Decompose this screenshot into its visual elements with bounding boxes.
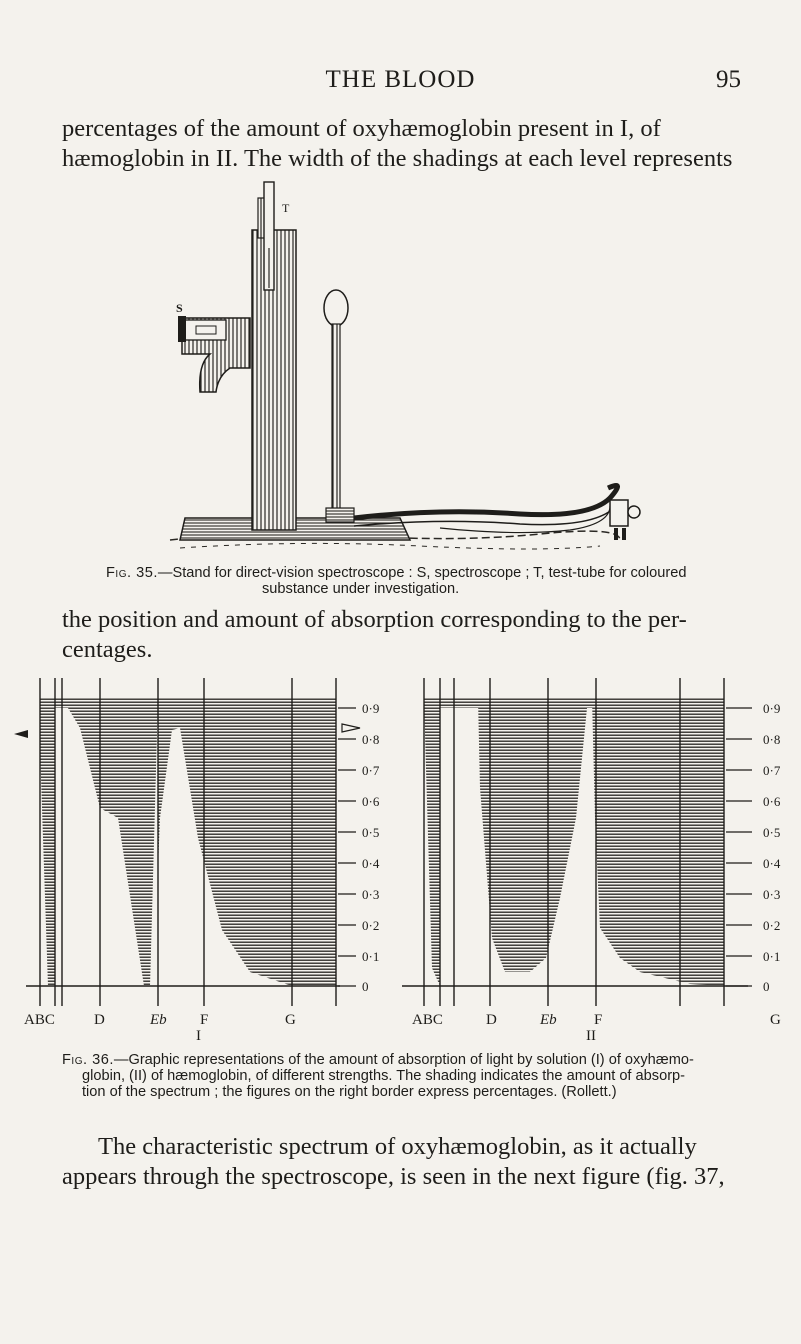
part-label-s: S (176, 301, 183, 315)
scale-label-i: 0·5 (362, 825, 380, 840)
caption-text: substance under investigation. (262, 581, 460, 597)
axis-letter-i: G (285, 1012, 296, 1028)
scale-label-ii: 0·9 (763, 701, 781, 716)
panel-i-band-d (62, 698, 158, 986)
scale-label-i: 0·4 (362, 856, 380, 871)
panel-ii-scale (726, 701, 781, 994)
caption-lead: Fig. 36. (62, 1052, 114, 1068)
axis-letter-i: D (94, 1012, 105, 1028)
scale-label-ii: 0·6 (763, 794, 781, 809)
axis-letter-i: F (200, 1012, 209, 1028)
panel-i-axis (24, 1012, 296, 1028)
scale-label-ii: 0·7 (763, 763, 781, 778)
running-header (0, 66, 801, 100)
scale-label-i: 0 (362, 979, 369, 994)
scale-label-ii: 0·3 (763, 887, 781, 902)
caption-lead: Fig. 35. (106, 565, 158, 581)
scale-label-ii: 0·4 (763, 856, 781, 871)
scale-label-i: 0·9 (362, 701, 380, 716)
axis-letter-ii: ABC (412, 1012, 443, 1028)
scale-label-i: 0·7 (362, 763, 380, 778)
paragraph-line: The characteristic spectrum of oxyhæmoglobin, as it actually (98, 1133, 697, 1160)
figure-36-caption (62, 1052, 694, 1100)
scale-label-i: 0·3 (362, 887, 380, 902)
figure-35-caption (106, 565, 686, 597)
paragraph-line: appears through the spectroscope, is seen in the next figure (fig. 37, (62, 1163, 725, 1190)
caption-text: globin, (II) of hæmoglobin, of different strengths. The shading indicates the amount of absorp- (82, 1068, 686, 1084)
caption-text: tion of the spectrum ; the figures on the right border express percentages. (Rollett.) (82, 1084, 617, 1100)
paragraph-bottom (62, 1132, 725, 1192)
panel-ii-axis (412, 1012, 781, 1028)
panel-ii (402, 678, 748, 1006)
scale-label-ii: 0·8 (763, 732, 781, 747)
paragraph-line: centages. (62, 636, 153, 663)
page-number: 95 (716, 66, 741, 93)
scale-label-ii: 0·1 (763, 949, 781, 964)
panel-numeral-i: I (196, 1028, 201, 1044)
axis-letter-i: Eb (150, 1012, 167, 1028)
scale-label-ii: 0·5 (763, 825, 781, 840)
scale-label-i: 0·1 (362, 949, 380, 964)
axis-letter-ii: Eb (540, 1012, 557, 1028)
figure-35-spectroscope-stand (140, 168, 660, 560)
paragraph-line: percentages of the amount of oxyhæmoglobin present in I, of (62, 115, 661, 142)
axis-letter-ii: F (594, 1012, 603, 1028)
scale-label-i: 0·2 (362, 918, 380, 933)
caption-text: —Stand for direct-vision spectroscope : S, spectroscope ; T, test-tube for coloured (157, 565, 687, 581)
panel-ii-band-d (478, 698, 588, 972)
scale-label-i: 0·6 (362, 794, 380, 809)
panel-i-scale (338, 701, 380, 994)
scale-label-ii: 0·2 (763, 918, 781, 933)
axis-letter-ii: G (770, 1012, 781, 1028)
running-title: THE BLOOD (325, 66, 476, 93)
paragraph-line: hæmoglobin in II. The width of the shadings at each level represents (62, 145, 733, 172)
axis-letter-ii: D (486, 1012, 497, 1028)
scale-label-ii: 0 (763, 979, 770, 994)
scale-label-i: 0·8 (362, 732, 380, 747)
panel-i-band-eb (158, 698, 292, 986)
paragraph-middle (62, 605, 687, 665)
panel-i-band-a (40, 698, 55, 986)
caption-text: —Graphic representations of the amount of absorption of light by solution (I) of oxyhæmo- (113, 1052, 694, 1068)
axis-letter-i: ABC (24, 1012, 55, 1028)
figure-36-main (0, 668, 801, 1028)
paragraph-line: the position and amount of absorption corresponding to the per- (62, 606, 687, 633)
panel-i (14, 678, 340, 1006)
panel-ii-band-f (592, 698, 724, 986)
paragraph-top (62, 114, 732, 174)
panel-ii-band-a (424, 698, 440, 986)
panel-numeral-ii: II (586, 1028, 596, 1044)
part-label-t: T (282, 201, 290, 215)
panel-i-band-g (292, 698, 336, 986)
